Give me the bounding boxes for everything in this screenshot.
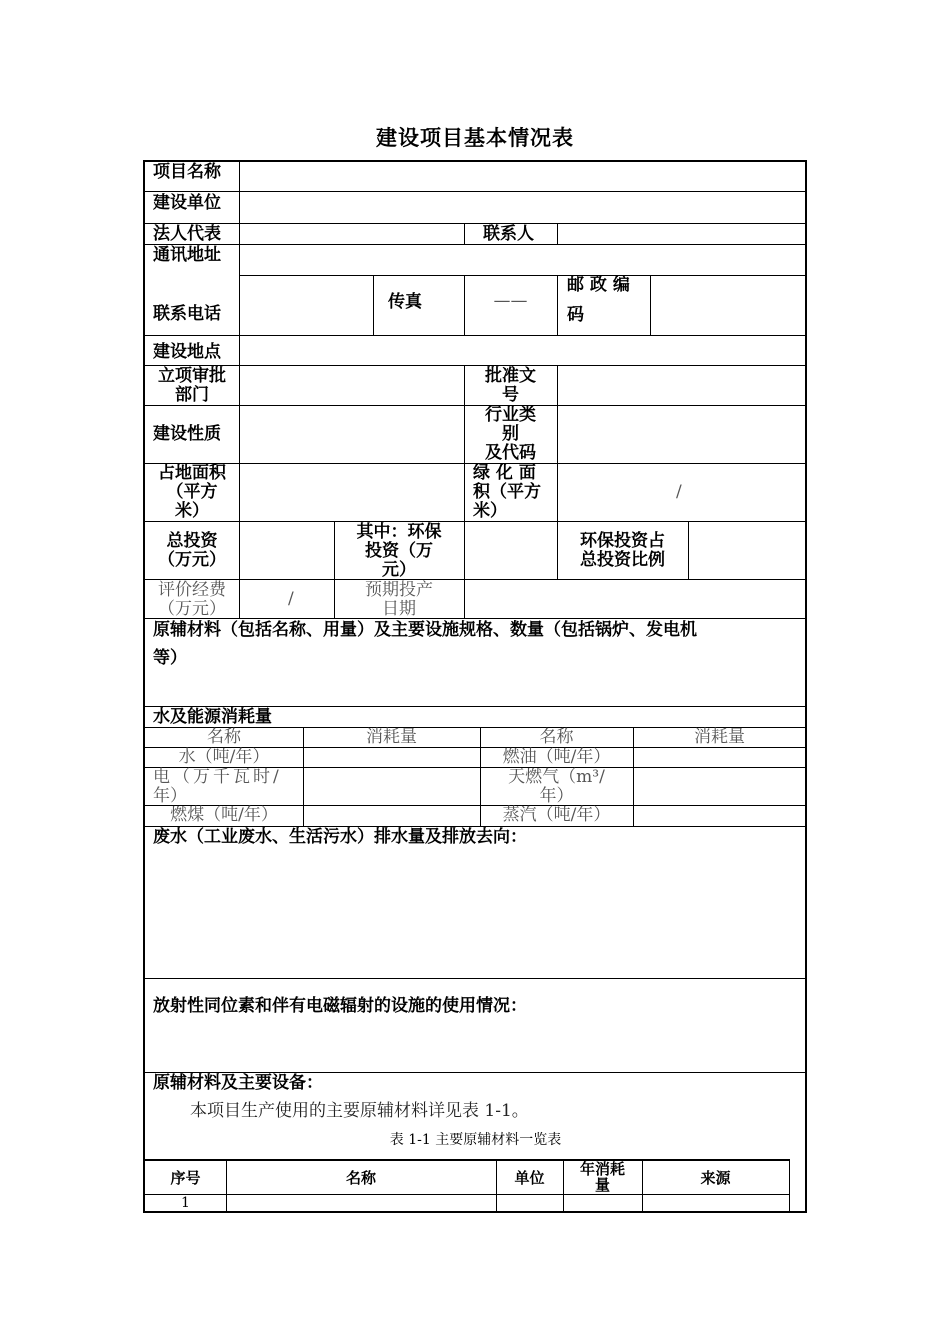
energy-col-name: 名称 bbox=[539, 727, 574, 747]
page-title: 建设项目基本情况表 bbox=[376, 126, 574, 150]
table-caption: 表 1-1 主要原辅材料一览表 bbox=[389, 1132, 562, 1148]
row-divider bbox=[145, 365, 806, 366]
label-postcode: 码 bbox=[567, 305, 584, 325]
materials-heading: 原辅材料（包括名称、用量）及主要设施规格、数量（包括锅炉、发电机 bbox=[153, 620, 697, 640]
table-header-unit: 单位 bbox=[514, 1169, 545, 1187]
label-env-investment: 其中：环保 bbox=[356, 522, 442, 542]
radiation-heading: 放射性同位素和伴有电磁辐射的设施的使用情况： bbox=[153, 996, 527, 1016]
table-header-annual: 量 bbox=[594, 1176, 610, 1194]
label-total-investment: （万元） bbox=[158, 550, 226, 570]
energy-fuel-oil: 燃油（吨/年） bbox=[502, 747, 611, 767]
col-divider bbox=[464, 223, 465, 244]
col-divider bbox=[464, 521, 465, 618]
energy-water: 水（吨/年） bbox=[178, 747, 270, 767]
col-divider bbox=[557, 365, 558, 521]
label-approval-no: 批准文 bbox=[485, 366, 536, 386]
label-env-investment: 元） bbox=[382, 560, 416, 580]
wastewater-heading: 废水（工业废水、生活污水）排水量及排放去向： bbox=[153, 827, 527, 847]
row-divider bbox=[145, 223, 806, 224]
energy-power: 电（万千瓦时/ bbox=[153, 767, 282, 787]
label-project-name: 项目名称 bbox=[153, 162, 221, 182]
label-legal-rep: 法人代表 bbox=[153, 224, 221, 244]
label-address: 通讯地址 bbox=[153, 245, 221, 265]
energy-col-name: 名称 bbox=[207, 727, 241, 747]
label-nature: 建设性质 bbox=[153, 424, 221, 444]
label-area: （平方 bbox=[166, 482, 218, 502]
col-divider bbox=[373, 275, 374, 335]
row-divider bbox=[239, 275, 806, 276]
green-area-value: / bbox=[676, 482, 682, 502]
table-row: 1 bbox=[181, 1195, 190, 1211]
label-expected-date: 日期 bbox=[382, 599, 416, 619]
col-divider bbox=[557, 275, 558, 335]
label-eval-fee: 评价经费 bbox=[158, 580, 226, 600]
label-site: 建设地点 bbox=[153, 342, 221, 362]
table-header-name: 名称 bbox=[345, 1169, 376, 1187]
label-total-investment: 总投资 bbox=[166, 531, 218, 551]
equipment-heading: 原辅材料及主要设备： bbox=[153, 1073, 323, 1093]
materials-heading: 等） bbox=[153, 648, 187, 668]
label-area: 占地面积 bbox=[158, 463, 226, 483]
col-divider bbox=[239, 161, 240, 618]
col-divider bbox=[650, 275, 651, 335]
label-approval-dept: 立项审批 bbox=[158, 366, 226, 386]
equipment-text: 本项目生产使用的主要原辅材料详见表 1-1。 bbox=[190, 1101, 529, 1121]
label-env-ratio: 环保投资占 bbox=[580, 531, 665, 551]
energy-coal: 燃煤（吨/年） bbox=[170, 805, 278, 825]
row-divider bbox=[145, 191, 806, 192]
table-top-rule bbox=[145, 1159, 790, 1161]
table-header-annual: 年消耗 bbox=[579, 1160, 625, 1178]
label-fax: 传真 bbox=[388, 292, 422, 312]
label-builder: 建设单位 bbox=[153, 193, 221, 213]
label-env-investment: 投资（万 bbox=[365, 541, 433, 561]
energy-gas: 年） bbox=[539, 786, 574, 806]
col-divider bbox=[557, 223, 558, 244]
energy-heading: 水及能源消耗量 bbox=[153, 707, 272, 727]
col-divider bbox=[688, 521, 689, 579]
label-green-area: 米） bbox=[473, 501, 507, 521]
label-green-area: 绿 化 面 bbox=[473, 463, 536, 483]
label-green-area: 积（平方 bbox=[473, 482, 541, 502]
label-industry: 及代码 bbox=[485, 443, 536, 463]
form-frame bbox=[143, 160, 807, 1213]
row-divider bbox=[145, 579, 806, 580]
label-industry: 别 bbox=[502, 424, 519, 444]
table-header-no: 序号 bbox=[170, 1169, 201, 1187]
fax-value: —— bbox=[493, 291, 528, 311]
label-postcode: 邮 政 编 bbox=[567, 275, 630, 295]
energy-gas: 天燃气（m³/ bbox=[508, 767, 605, 787]
energy-steam: 蒸汽（吨/年） bbox=[502, 805, 611, 825]
label-expected-date: 预期投产 bbox=[365, 580, 433, 600]
energy-col-amount: 消耗量 bbox=[366, 727, 417, 747]
label-area: 米） bbox=[175, 501, 209, 521]
row-divider bbox=[145, 335, 806, 336]
label-industry: 行业类 bbox=[485, 405, 536, 425]
energy-power: 年） bbox=[153, 786, 187, 806]
table-col-divider bbox=[789, 1160, 790, 1212]
label-approval-no: 号 bbox=[502, 385, 519, 405]
row-divider bbox=[145, 978, 806, 979]
label-phone: 联系电话 bbox=[153, 304, 221, 324]
eval-fee-value: / bbox=[288, 589, 294, 609]
table-row-divider bbox=[145, 1194, 790, 1195]
label-approval-dept: 部门 bbox=[175, 385, 209, 405]
row-divider bbox=[145, 521, 806, 522]
label-contact-person: 联系人 bbox=[483, 224, 534, 244]
row-divider bbox=[145, 244, 806, 245]
label-eval-fee: （万元） bbox=[158, 599, 226, 619]
energy-col-amount: 消耗量 bbox=[694, 727, 745, 747]
row-divider bbox=[145, 618, 806, 619]
table-header-source: 来源 bbox=[700, 1169, 731, 1187]
label-env-ratio: 总投资比例 bbox=[580, 550, 665, 570]
